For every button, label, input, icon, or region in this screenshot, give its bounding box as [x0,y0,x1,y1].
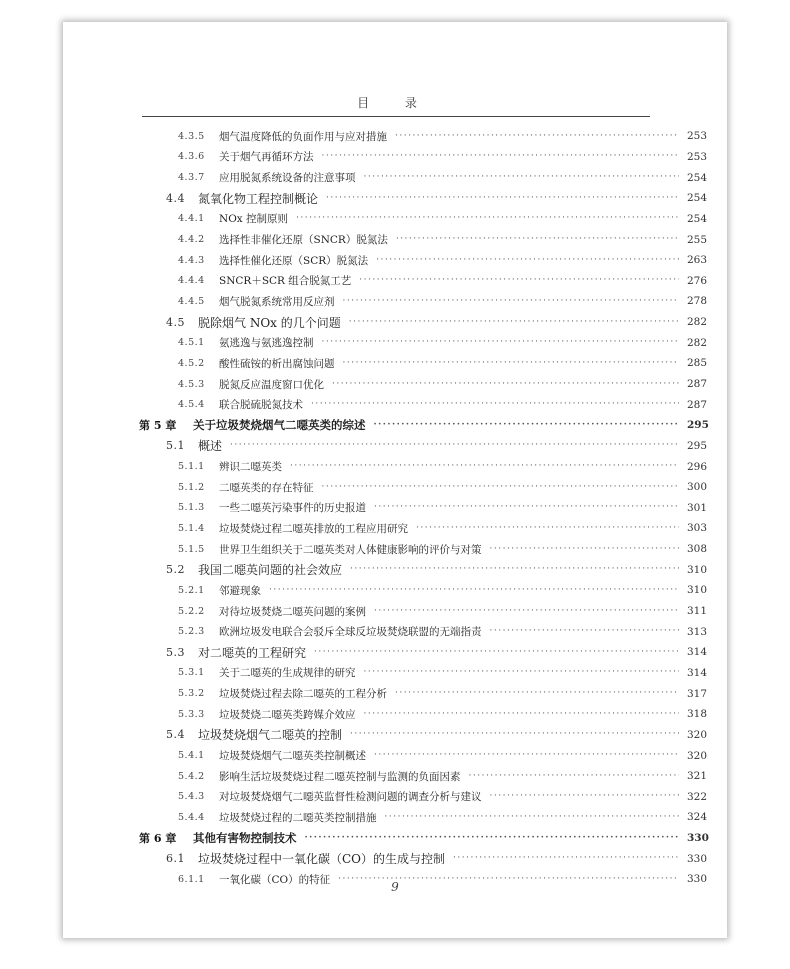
toc-leader-dots [343,359,680,368]
toc-section [63,188,727,209]
toc-subsection [63,456,727,477]
toc-entry-title: 邻避现象 [219,584,261,597]
toc-subsection [63,147,727,168]
toc-section [63,642,727,663]
toc-entry-number: 4.4.5 [178,295,205,307]
toc-leader-dots [490,792,680,801]
toc-entry-page: 314 [687,646,708,659]
toc-leader-dots [332,380,679,389]
toc-entry-title: 对待垃圾焚烧二噁英问题的案例 [219,605,366,618]
toc-subsection [63,580,727,601]
toc-leader-dots [364,173,680,182]
toc-leader-dots [374,421,680,430]
toc-leader-dots [305,834,680,843]
toc-leader-dots [343,297,680,306]
toc-entry-number: 4.4.3 [178,254,205,266]
toc-entry-page: 300 [687,481,708,494]
toc-leader-dots [359,276,679,285]
toc-chapter [63,828,727,849]
toc-section [63,436,727,457]
toc-leader-dots [290,462,679,471]
toc-entry-title: 对二噁英的工程研究 [198,645,307,660]
toc-entry-page: 324 [687,811,708,824]
book-page [63,22,727,938]
toc-entry-number: 5.2.2 [178,605,205,617]
toc-chapter [63,415,727,436]
toc-subsection [63,353,727,374]
toc-entry-page: 320 [687,749,708,762]
toc-leader-dots [374,607,679,616]
toc-entry-number: 4.4 [166,191,185,205]
toc-entry-page: 276 [687,274,708,287]
header-rule [142,116,650,117]
toc-entry-page: 295 [687,439,708,452]
toc-entry-page: 308 [687,543,708,556]
toc-subsection [63,539,727,560]
toc-entry-page: 303 [687,522,708,535]
toc-leader-dots [490,545,680,554]
toc-entry-title: 对垃圾焚烧烟气二噁英监督性检测问题的调查分析与建议 [219,791,482,804]
toc-entry-number: 5.4.1 [178,750,205,762]
toc-entry-title: 垃圾焚烧过程二噁英排放的工程应用研究 [219,522,408,535]
toc-leader-dots [469,772,680,781]
toc-leader-dots [364,710,680,719]
toc-leader-dots [374,751,679,760]
toc-entry-page: 278 [687,295,708,308]
toc-leader-dots [350,730,679,739]
toc-entry-number: 6.1.1 [178,873,205,885]
toc-entry-page: 314 [687,666,708,679]
toc-entry-number: 4.5.4 [178,399,205,411]
toc-entry-page: 310 [687,563,708,576]
toc-entry-title: 辨识二噁英类 [219,461,282,474]
toc-entry-page: 263 [687,254,708,267]
toc-leader-dots [269,586,679,595]
toc-entry-page: 322 [687,790,708,803]
toc-entry-number: 5.2.3 [178,626,205,638]
toc-entry-number: 5.3.2 [178,688,205,700]
toc-leader-dots [374,503,679,512]
toc-entry-title: 垃圾焚烧过程中一氧化碳（CO）的生成与控制 [198,852,446,867]
toc-entry-page: 282 [687,336,708,349]
toc-subsection [63,601,727,622]
toc-entry-title: 垃圾焚烧过程去除二噁英的工程分析 [219,688,387,701]
toc-leader-dots [322,338,680,347]
toc-entry-number: 5.3 [166,645,185,659]
toc-entry-number: 5.1.3 [178,502,205,514]
toc-entry-number: 4.3.5 [178,130,205,142]
toc-entry-title: 垃圾焚烧过程的二噁英类控制措施 [219,811,377,824]
toc-subsection [63,332,727,353]
toc-entry-title: 其他有害物控制技术 [193,831,297,846]
toc-entry-page: 330 [687,852,708,865]
toc-subsection [63,374,727,395]
toc-subsection [63,498,727,519]
toc-subsection [63,807,727,828]
toc-entry-number: 第 5 章 [139,419,177,433]
toc-entry-number: 4.3.6 [178,151,205,163]
toc-entry-title: 选择性催化还原（SCR）脱氮法 [219,254,369,267]
toc-entry-title: 一氧化碳（CO）的特征 [219,873,331,886]
toc-subsection [63,291,727,312]
toc-entry-title: 关于垃圾焚烧烟气二噁英类的综述 [193,418,366,433]
toc-leader-dots [322,152,680,161]
toc-entry-title: 酸性硫铵的析出腐蚀问题 [219,357,335,370]
toc-entry-title: 关于二噁英的生成规律的研究 [219,667,356,680]
toc-entry-page: 311 [687,605,708,618]
toc-entry-title: 一些二噁英污染事件的历史报道 [219,502,366,515]
toc-entry-title: 欧洲垃圾发电联合会驳斥全球反垃圾焚烧联盟的无端指责 [219,626,482,639]
toc-entry-page: 254 [687,192,708,205]
toc-entry-page: 320 [687,728,708,741]
toc-entry-number: 4.3.7 [178,172,205,184]
toc-entry-number: 第 6 章 [139,832,177,846]
toc-entry-page: 285 [687,357,708,370]
toc-entry-title: NOx 控制原则 [219,213,289,226]
toc-entry-page: 295 [687,419,709,432]
toc-section [63,725,727,746]
toc-entry-page: 330 [687,873,708,886]
toc-leader-dots [364,668,680,677]
toc-entry-page: 313 [687,625,708,638]
toc-subsection [63,250,727,271]
toc-subsection [63,270,727,291]
toc-leader-dots [296,214,679,223]
toc-section [63,848,727,869]
toc-entry-number: 5.3.1 [178,667,205,679]
toc-subsection [63,621,727,642]
toc-entry-title: 垃圾焚烧烟气二噁英类控制概述 [219,750,366,763]
toc-entry-number: 4.5.2 [178,357,205,369]
toc-entry-title: 我国二噁英问题的社会效应 [198,563,343,578]
toc-leader-dots [385,813,680,822]
toc-entry-page: 301 [687,501,708,514]
toc-entry-title: 氮氧化物工程控制概论 [198,191,319,206]
toc-entry-page: 321 [687,770,708,783]
toc-entry-number: 5.2.1 [178,584,205,596]
toc-entry-page: 330 [687,832,709,845]
toc-entry-page: 287 [687,378,708,390]
toc-subsection [63,394,727,415]
toc-subsection [63,745,727,766]
table-of-contents [63,126,727,890]
toc-subsection [63,683,727,704]
toc-entry-number: 4.5 [166,315,185,329]
toc-leader-dots [322,483,680,492]
toc-leader-dots [453,854,679,863]
toc-leader-dots [314,648,679,657]
toc-entry-title: SNCR＋SCR 组合脱氮工艺 [219,275,352,288]
toc-entry-title: 烟气脱氮系统常用反应剂 [219,295,335,308]
toc-entry-page: 296 [687,460,708,473]
toc-entry-page: 282 [687,316,708,329]
toc-entry-number: 5.4.4 [178,811,205,823]
toc-entry-page: 317 [687,687,708,700]
toc-leader-dots [416,524,679,533]
toc-entry-title: 氨逃逸与氨逃逸控制 [219,337,314,350]
toc-entry-number: 6.1 [166,852,185,866]
toc-subsection [63,477,727,498]
toc-entry-page: 253 [687,130,708,143]
toc-entry-number: 5.1.4 [178,522,205,534]
page-number: 9 [391,880,399,894]
toc-leader-dots [395,132,679,141]
toc-entry-number: 5.2 [166,563,185,577]
page-header-title: 目 录 [357,96,433,110]
toc-subsection [63,704,727,725]
toc-entry-title: 应用脱氮系统设备的注意事项 [219,172,356,185]
toc-entry-number: 5.3.3 [178,708,205,720]
toc-entry-title: 概述 [198,439,223,454]
toc-entry-number: 4.4.4 [178,275,205,287]
toc-entry-title: 联合脱硫脱氮技术 [219,399,303,412]
toc-entry-title: 选择性非催化还原（SNCR）脱氮法 [219,234,388,247]
toc-leader-dots [376,256,679,265]
toc-leader-dots [311,400,679,409]
toc-entry-number: 5.1 [166,439,185,453]
toc-subsection [63,167,727,188]
toc-entry-page: 255 [687,233,708,246]
toc-entry-page: 318 [687,708,708,721]
toc-leader-dots [350,565,679,574]
toc-entry-page: 254 [687,171,708,184]
toc-leader-dots [349,318,679,327]
toc-subsection [63,126,727,147]
toc-subsection [63,518,727,539]
toc-leader-dots [326,194,679,203]
toc-subsection [63,663,727,684]
toc-entry-title: 脱除烟气 NOx 的几个问题 [198,315,341,330]
toc-subsection [63,209,727,230]
toc-entry-title: 烟气温度降低的负面作用与应对措施 [219,130,387,143]
toc-leader-dots [230,441,679,450]
toc-entry-page: 310 [687,584,708,597]
toc-entry-number: 5.4.3 [178,791,205,803]
toc-entry-page: 287 [687,398,708,411]
toc-section [63,312,727,333]
toc-leader-dots [396,235,679,244]
toc-entry-number: 5.1.1 [178,461,205,473]
toc-entry-number: 5.1.5 [178,543,205,555]
toc-entry-title: 脱氮反应温度窗口优化 [219,378,324,391]
toc-subsection [63,229,727,250]
toc-entry-page: 253 [687,150,708,163]
toc-entry-title: 垃圾焚烧烟气二噁英的控制 [198,728,343,743]
toc-subsection [63,787,727,808]
toc-entry-title: 影响生活垃圾焚烧过程二噁英控制与监测的负面因素 [219,770,461,783]
toc-leader-dots [490,627,680,636]
toc-entry-number: 4.4.1 [178,213,205,225]
toc-section [63,559,727,580]
toc-entry-title: 二噁英类的存在特征 [219,481,314,494]
toc-entry-page: 254 [687,212,708,225]
toc-entry-title: 关于烟气再循环方法 [219,151,314,164]
toc-entry-number: 4.5.3 [178,378,205,390]
toc-entry-number: 5.4.2 [178,770,205,782]
toc-entry-title: 垃圾焚烧二噁英类跨媒介效应 [219,708,356,721]
toc-entry-number: 5.1.2 [178,481,205,493]
toc-entry-number: 4.4.2 [178,234,205,246]
toc-entry-number: 5.4 [166,728,185,742]
toc-subsection [63,766,727,787]
toc-entry-number: 4.5.1 [178,337,205,349]
toc-leader-dots [395,689,679,698]
toc-entry-title: 世界卫生组织关于二噁英类对人体健康影响的评价与对策 [219,543,482,556]
